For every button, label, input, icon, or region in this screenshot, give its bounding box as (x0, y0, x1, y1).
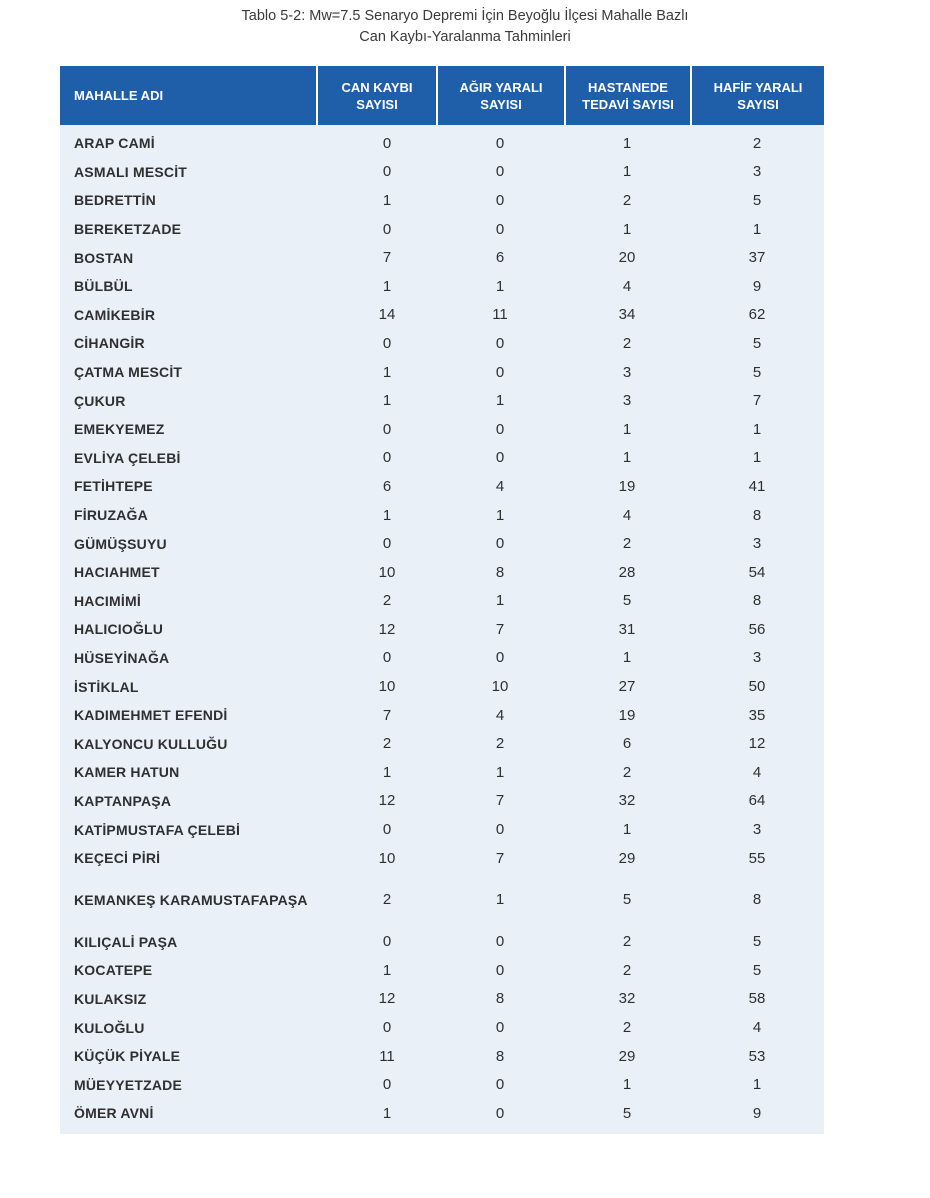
cell-hafif-yarali: 41 (748, 477, 766, 495)
header-agir-yarali-line-1: AĞIR YARALI (459, 79, 543, 95)
cell-mahalle-adi: KULAKSIZ (74, 990, 147, 1007)
cell-hafif-yarali: 35 (748, 706, 766, 724)
cell-hastanede-tedavi: 28 (618, 563, 636, 581)
cell-hastanede-tedavi: 32 (618, 990, 636, 1008)
table-row (60, 672, 824, 701)
cell-can-kaybi: 0 (382, 535, 392, 553)
table-row (60, 243, 824, 272)
cell-hafif-yarali: 58 (748, 990, 766, 1008)
table-row (60, 501, 824, 530)
cell-mahalle-adi: EVLİYA ÇELEBİ (74, 449, 181, 466)
table-row (60, 215, 824, 244)
cell-hastanede-tedavi: 1 (622, 134, 632, 152)
cell-hastanede-tedavi: 3 (622, 363, 632, 381)
cell-agir-yarali: 6 (495, 249, 505, 267)
cell-hafif-yarali: 3 (752, 649, 762, 667)
cell-mahalle-adi: KÜÇÜK PİYALE (74, 1048, 181, 1065)
header-mahalle-adi: MAHALLE ADI (74, 88, 164, 103)
cell-agir-yarali: 0 (495, 134, 505, 152)
cell-agir-yarali: 0 (495, 363, 505, 381)
cell-can-kaybi: 10 (378, 563, 396, 581)
cell-hastanede-tedavi: 19 (618, 706, 636, 724)
header-hastanede-tedavi-line-2: TEDAVİ SAYISI (582, 96, 674, 112)
cell-can-kaybi: 1 (382, 763, 392, 781)
cell-hastanede-tedavi: 1 (622, 821, 632, 839)
table-row (60, 644, 824, 673)
cell-agir-yarali: 10 (491, 678, 509, 696)
cell-can-kaybi: 1 (382, 191, 392, 209)
cell-can-kaybi: 10 (378, 678, 396, 696)
cell-can-kaybi: 1 (382, 363, 392, 381)
caption-line-2: Can Kaybı-Yaralanma Tahminleri (359, 29, 571, 45)
cell-mahalle-adi: BÜLBÜL (74, 278, 133, 295)
cell-agir-yarali: 4 (495, 477, 505, 495)
header-hafif-yarali-line-1: HAFİF YARALI (713, 79, 803, 95)
table-row (60, 615, 824, 644)
cell-hafif-yarali: 1 (752, 220, 762, 238)
header-hafif-yarali (690, 66, 824, 125)
cell-hastanede-tedavi: 2 (622, 535, 632, 553)
cell-mahalle-adi: KALYONCU KULLUĞU (74, 735, 228, 752)
cell-hafif-yarali: 62 (748, 306, 766, 324)
cell-can-kaybi: 0 (382, 1019, 392, 1037)
header-agir-yarali-line-2: SAYISI (480, 96, 522, 112)
cell-mahalle-adi: HALICIOĞLU (74, 621, 164, 638)
cell-hafif-yarali: 5 (752, 363, 762, 381)
cell-can-kaybi: 2 (382, 735, 392, 753)
cell-hastanede-tedavi: 1 (622, 649, 632, 667)
cell-mahalle-adi: KATİPMUSTAFA ÇELEBİ (74, 821, 241, 838)
cell-agir-yarali: 2 (495, 735, 505, 753)
cell-agir-yarali: 8 (495, 990, 505, 1008)
cell-hafif-yarali: 53 (748, 1047, 766, 1065)
cell-hafif-yarali: 5 (752, 191, 762, 209)
cell-can-kaybi: 0 (382, 420, 392, 438)
cell-mahalle-adi: ASMALI MESCİT (74, 163, 188, 180)
table-row (60, 386, 824, 415)
cell-mahalle-adi: MÜEYYETZADE (74, 1076, 182, 1093)
cell-agir-yarali: 0 (495, 191, 505, 209)
cell-hastanede-tedavi: 5 (622, 592, 632, 610)
cell-mahalle-adi: BEDRETTİN (74, 192, 156, 209)
cell-hafif-yarali: 9 (752, 1104, 762, 1122)
cell-can-kaybi: 0 (382, 649, 392, 667)
table-row (60, 472, 824, 501)
cell-agir-yarali: 1 (495, 392, 505, 410)
cell-can-kaybi: 0 (382, 821, 392, 839)
cell-agir-yarali: 1 (495, 506, 505, 524)
cell-agir-yarali: 0 (495, 535, 505, 553)
cell-hafif-yarali: 8 (752, 506, 762, 524)
cell-can-kaybi: 6 (382, 477, 392, 495)
cell-hafif-yarali: 8 (752, 592, 762, 610)
header-hastanede-tedavi-line-1: HASTANEDE (588, 79, 668, 95)
cell-agir-yarali: 11 (492, 306, 508, 324)
cell-agir-yarali: 1 (495, 592, 505, 610)
cell-mahalle-adi: KEÇECİ PİRİ (74, 850, 161, 867)
cell-agir-yarali: 8 (495, 1047, 505, 1065)
cell-hafif-yarali: 5 (752, 334, 762, 352)
table-row (60, 558, 824, 587)
cell-mahalle-adi: ÇATMA MESCİT (74, 364, 183, 381)
table-row (60, 927, 824, 956)
cell-agir-yarali: 0 (495, 334, 505, 352)
cell-hafif-yarali: 3 (752, 163, 762, 181)
table-row (60, 529, 824, 558)
cell-mahalle-adi: HACIAHMET (74, 564, 160, 581)
cell-hafif-yarali: 5 (752, 933, 762, 951)
cell-agir-yarali: 7 (495, 849, 505, 867)
cell-mahalle-adi: CİHANGİR (74, 335, 145, 352)
cell-agir-yarali: 0 (495, 961, 505, 979)
cell-hastanede-tedavi: 1 (622, 449, 632, 467)
header-can-kaybi-line-1: CAN KAYBI (341, 79, 413, 95)
cell-hafif-yarali: 55 (748, 849, 766, 867)
cell-mahalle-adi: EMEKYEMEZ (74, 421, 165, 438)
cell-can-kaybi: 0 (382, 163, 392, 181)
cell-hastanede-tedavi: 2 (622, 961, 632, 979)
cell-hastanede-tedavi: 2 (622, 763, 632, 781)
cell-can-kaybi: 1 (382, 961, 392, 979)
table-row (60, 1070, 824, 1099)
table-row (60, 301, 824, 330)
header-can-kaybi (316, 66, 436, 125)
table-row (60, 158, 824, 187)
cell-mahalle-adi: HÜSEYİNAĞA (74, 649, 170, 666)
cell-hastanede-tedavi: 3 (622, 392, 632, 410)
cell-agir-yarali: 0 (495, 933, 505, 951)
table-caption (0, 6, 930, 48)
cell-mahalle-adi: İSTİKLAL (74, 678, 139, 695)
table-row (60, 444, 824, 473)
cell-hastanede-tedavi: 19 (618, 477, 636, 495)
cell-can-kaybi: 0 (382, 134, 392, 152)
cell-hastanede-tedavi: 6 (622, 735, 632, 753)
caption-line-1: Tablo 5-2: Mw=7.5 Senaryo Depremi İçin Beyoğlu İlçesi Mahalle Bazlı (241, 8, 689, 24)
cell-hafif-yarali: 50 (748, 678, 766, 696)
table-row (60, 329, 824, 358)
cell-hastanede-tedavi: 29 (618, 1047, 636, 1065)
table-row (60, 358, 824, 387)
cell-hafif-yarali: 5 (752, 961, 762, 979)
cell-hastanede-tedavi: 2 (622, 334, 632, 352)
cell-hafif-yarali: 1 (752, 1076, 762, 1094)
cell-hafif-yarali: 4 (752, 763, 762, 781)
cell-hastanede-tedavi: 34 (618, 306, 636, 324)
cell-hafif-yarali: 4 (752, 1019, 762, 1037)
table-body (60, 125, 824, 1134)
cell-hastanede-tedavi: 4 (622, 277, 632, 295)
table-row (60, 129, 824, 158)
header-agir-yarali (436, 66, 564, 125)
cell-agir-yarali: 0 (495, 1019, 505, 1037)
cell-agir-yarali: 0 (495, 163, 505, 181)
casualty-table (60, 66, 824, 1134)
cell-hafif-yarali: 1 (752, 420, 762, 438)
cell-mahalle-adi: KEMANKEŞ KARAMUSTAFAPAŞA (74, 891, 308, 908)
cell-hastanede-tedavi: 4 (622, 506, 632, 524)
cell-can-kaybi: 2 (382, 891, 392, 909)
table-row (60, 787, 824, 816)
table-row (60, 415, 824, 444)
cell-agir-yarali: 0 (495, 420, 505, 438)
cell-hafif-yarali: 56 (748, 620, 766, 638)
cell-mahalle-adi: FETİHTEPE (74, 478, 153, 495)
table-row (60, 758, 824, 787)
cell-hastanede-tedavi: 5 (622, 891, 632, 909)
table-row (60, 815, 824, 844)
cell-mahalle-adi: ÖMER AVNİ (74, 1105, 154, 1122)
cell-hastanede-tedavi: 32 (618, 792, 636, 810)
table-row (60, 729, 824, 758)
cell-hastanede-tedavi: 1 (622, 1076, 632, 1094)
cell-mahalle-adi: HACIMİMİ (74, 592, 141, 609)
cell-can-kaybi: 7 (382, 249, 392, 267)
cell-hafif-yarali: 1 (752, 449, 762, 467)
table-row (60, 1042, 824, 1071)
cell-agir-yarali: 7 (495, 792, 505, 810)
table-row (60, 956, 824, 985)
cell-agir-yarali: 0 (495, 1104, 505, 1122)
cell-can-kaybi: 0 (382, 449, 392, 467)
cell-can-kaybi: 12 (378, 792, 396, 810)
header-hastanede-tedavi (564, 66, 690, 125)
cell-mahalle-adi: BEREKETZADE (74, 221, 182, 238)
table-row (60, 1099, 824, 1128)
cell-agir-yarali: 0 (495, 449, 505, 467)
cell-agir-yarali: 0 (495, 649, 505, 667)
cell-hastanede-tedavi: 29 (618, 849, 636, 867)
cell-agir-yarali: 1 (495, 891, 505, 909)
cell-mahalle-adi: ARAP CAMİ (74, 135, 155, 152)
cell-hafif-yarali: 54 (748, 563, 766, 581)
table-row (60, 1013, 824, 1042)
cell-can-kaybi: 11 (379, 1047, 395, 1065)
cell-mahalle-adi: KAMER HATUN (74, 764, 180, 781)
cell-hafif-yarali: 2 (752, 134, 762, 152)
cell-hastanede-tedavi: 1 (622, 220, 632, 238)
cell-mahalle-adi: CAMİKEBİR (74, 306, 156, 323)
cell-can-kaybi: 7 (382, 706, 392, 724)
cell-can-kaybi: 10 (378, 849, 396, 867)
cell-mahalle-adi: KULOĞLU (74, 1019, 145, 1036)
cell-can-kaybi: 1 (382, 392, 392, 410)
cell-can-kaybi: 0 (382, 334, 392, 352)
cell-mahalle-adi: GÜMÜŞSUYU (74, 535, 167, 552)
cell-can-kaybi: 12 (378, 990, 396, 1008)
cell-hafif-yarali: 7 (752, 392, 762, 410)
cell-mahalle-adi: ÇUKUR (74, 392, 126, 409)
cell-hafif-yarali: 8 (752, 891, 762, 909)
cell-hastanede-tedavi: 5 (622, 1104, 632, 1122)
cell-hafif-yarali: 3 (752, 821, 762, 839)
cell-can-kaybi: 1 (382, 506, 392, 524)
cell-hastanede-tedavi: 27 (618, 678, 636, 696)
cell-can-kaybi: 14 (378, 306, 396, 324)
cell-hafif-yarali: 12 (748, 735, 766, 753)
cell-hastanede-tedavi: 2 (622, 191, 632, 209)
table-row (60, 186, 824, 215)
cell-mahalle-adi: FİRUZAĞA (74, 507, 148, 524)
table-row (60, 985, 824, 1014)
cell-hastanede-tedavi: 2 (622, 933, 632, 951)
cell-hastanede-tedavi: 20 (618, 249, 636, 267)
header-can-kaybi-line-2: SAYISI (356, 96, 398, 112)
cell-agir-yarali: 1 (495, 763, 505, 781)
cell-mahalle-adi: KILIÇALİ PAŞA (74, 933, 178, 950)
cell-can-kaybi: 1 (382, 1104, 392, 1122)
cell-hafif-yarali: 37 (748, 249, 766, 267)
cell-can-kaybi: 0 (382, 220, 392, 238)
cell-hastanede-tedavi: 31 (618, 620, 636, 638)
cell-hafif-yarali: 3 (752, 535, 762, 553)
table-row (60, 872, 824, 927)
cell-mahalle-adi: KOCATEPE (74, 962, 153, 979)
cell-hastanede-tedavi: 2 (622, 1019, 632, 1037)
cell-can-kaybi: 0 (382, 1076, 392, 1094)
cell-hafif-yarali: 9 (752, 277, 762, 295)
cell-agir-yarali: 0 (495, 1076, 505, 1094)
cell-agir-yarali: 4 (495, 706, 505, 724)
cell-agir-yarali: 7 (495, 620, 505, 638)
cell-mahalle-adi: KADIMEHMET EFENDİ (74, 707, 228, 724)
cell-hastanede-tedavi: 1 (622, 420, 632, 438)
cell-can-kaybi: 2 (382, 592, 392, 610)
cell-can-kaybi: 1 (382, 277, 392, 295)
cell-agir-yarali: 0 (495, 821, 505, 839)
header-hafif-yarali-line-2: SAYISI (737, 96, 779, 112)
cell-hastanede-tedavi: 1 (622, 163, 632, 181)
cell-can-kaybi: 12 (378, 620, 396, 638)
table-row (60, 844, 824, 873)
cell-can-kaybi: 0 (382, 933, 392, 951)
cell-hafif-yarali: 64 (748, 792, 766, 810)
table-row (60, 587, 824, 616)
table-header (60, 66, 824, 125)
cell-agir-yarali: 8 (495, 563, 505, 581)
cell-agir-yarali: 1 (495, 277, 505, 295)
cell-mahalle-adi: BOSTAN (74, 249, 134, 266)
cell-agir-yarali: 0 (495, 220, 505, 238)
table-row (60, 272, 824, 301)
table-row (60, 701, 824, 730)
cell-mahalle-adi: KAPTANPAŞA (74, 792, 172, 809)
